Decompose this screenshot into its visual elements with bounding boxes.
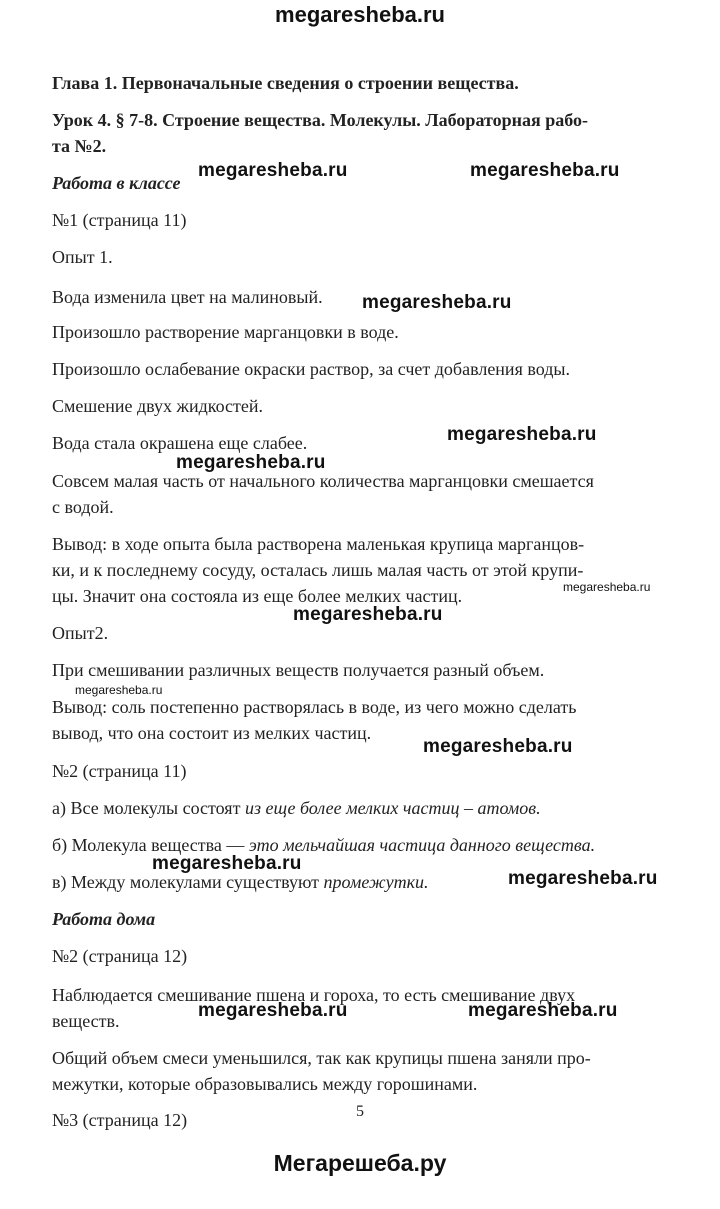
observation-6-line-2: с водой. (52, 497, 114, 517)
watermark: megaresheba.ru (362, 292, 512, 313)
answer-v-text: промежутки. (323, 872, 429, 892)
observation-5: Вода стала окрашена еще слабее. (52, 433, 308, 453)
watermark: megaresheba.ru (75, 683, 163, 697)
conclusion-1-line-3: цы. Значит она состояла из еще более мелких частиц. (52, 586, 463, 606)
home-task-3-label: №3 (страница 12) (52, 1110, 188, 1130)
conclusion-2-line-2: вывод, что она состоит из мелких частиц. (52, 723, 372, 743)
site-header-watermark: megaresheba.ru (275, 2, 445, 27)
watermark: megaresheba.ru (563, 580, 651, 594)
home-paragraph-1-line-1: Наблюдается смешивание пшена и гороха, то есть смешивание двух (52, 985, 576, 1005)
watermark: megaresheba.ru (468, 1000, 618, 1021)
home-paragraph-2-line-1: Общий объем смеси уменьшился, так как крупицы пшена заняли про- (52, 1048, 591, 1068)
conclusion-1-line-2: ки, и к последнему сосуду, осталась лишь малая часть от этой крупи- (52, 560, 584, 580)
watermark: megaresheba.ru (176, 452, 326, 473)
observation-1: Вода изменила цвет на малиновый. (52, 287, 323, 307)
answer-a (52, 797, 541, 819)
home-paragraph-2-line-2: межутки, которые образовывались между горошинами. (52, 1074, 478, 1094)
watermark: megaresheba.ru (293, 604, 443, 625)
watermark: megaresheba.ru (423, 736, 573, 757)
experiment-1-label: Опыт 1. (52, 247, 113, 267)
answer-a-label: а) Все молекулы состоят (52, 798, 245, 818)
answer-b-text: это мельчайшая частица данного вещества. (248, 835, 596, 855)
watermark: megaresheba.ru (447, 424, 597, 445)
watermark: megaresheba.ru (152, 853, 302, 874)
conclusion-1-line-1: Вывод: в ходе опыта была растворена маленькая крупица марганцов- (52, 534, 585, 554)
class-work-heading: Работа в классе (52, 173, 181, 193)
site-footer-watermark: Мегарешеба.ру (273, 1150, 447, 1176)
watermark: megaresheba.ru (198, 1000, 348, 1021)
answer-a-text: из еще более мелких частиц – атомов. (244, 798, 541, 818)
lesson-title-line-1: Урок 4. § 7-8. Строение вещества. Молекулы. Лабораторная рабо- (52, 110, 588, 130)
task-2-label: №2 (страница 11) (52, 761, 187, 781)
observation-2: Произошло растворение марганцовки в воде. (52, 322, 399, 342)
task-1-label: №1 (страница 11) (52, 210, 187, 230)
observation-6-line-1: Совсем малая часть от начального количества марганцовки смешается (52, 471, 594, 491)
watermark: megaresheba.ru (198, 160, 348, 181)
watermark: megaresheba.ru (470, 160, 620, 181)
lesson-title-line-2: та №2. (52, 136, 107, 156)
observation-3: Произошло ослабевание окраски раствор, за счет добавления воды. (52, 359, 570, 379)
page-number: 5 (356, 1103, 364, 1120)
answer-v-label: в) Между молекулами существуют (52, 872, 324, 892)
home-paragraph-1-line-2: веществ. (52, 1011, 120, 1031)
answer-b-label: б) Молекула вещества — (52, 835, 249, 855)
answer-b (52, 834, 595, 856)
observation-4: Смешение двух жидкостей. (52, 396, 264, 416)
experiment-2-label: Опыт2. (52, 623, 109, 643)
chapter-title: Глава 1. Первоначальные сведения о строении вещества. (52, 73, 519, 93)
home-work-heading: Работа дома (52, 909, 156, 929)
watermark: megaresheba.ru (508, 868, 658, 889)
home-task-2-label: №2 (страница 12) (52, 946, 188, 966)
observation-7: При смешивании различных веществ получается разный объем. (52, 660, 545, 680)
conclusion-2-line-1: Вывод: соль постепенно растворялась в воде, из чего можно сделать (52, 697, 577, 717)
